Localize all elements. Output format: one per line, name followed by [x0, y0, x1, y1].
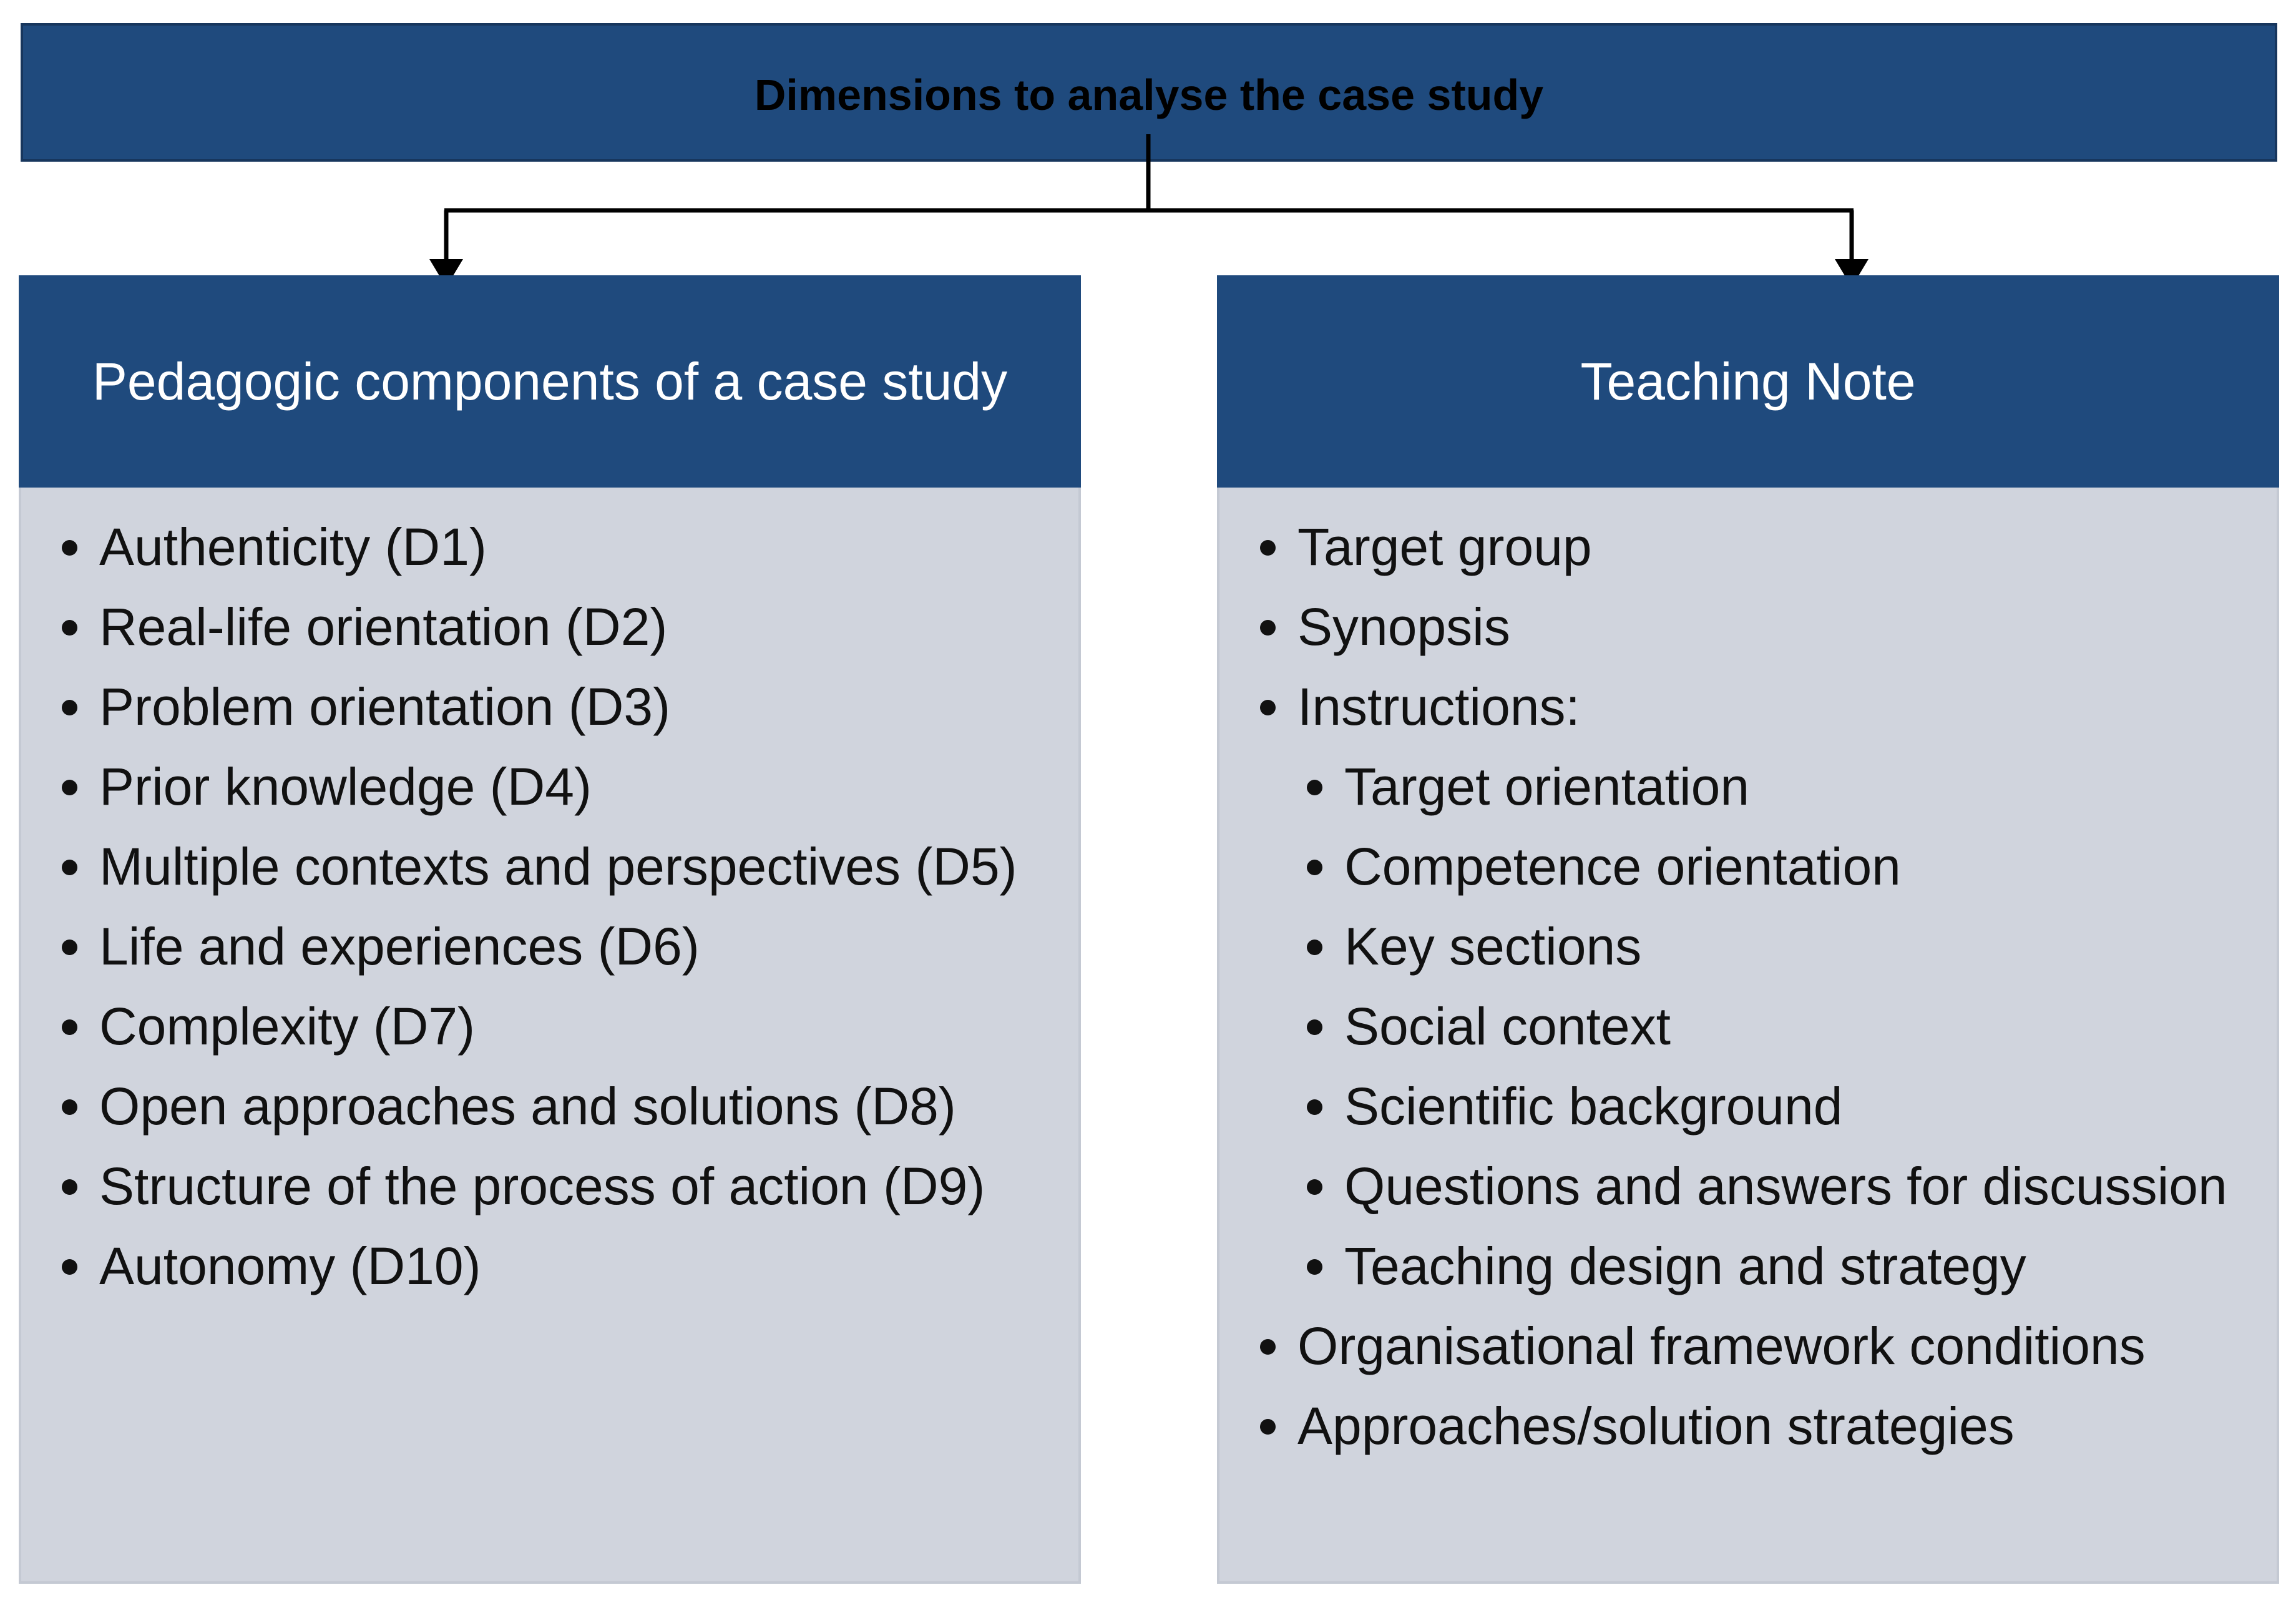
list-item: Approaches/solution strategies: [1219, 1391, 2277, 1460]
sub-list-item: Scientific background: [1219, 1072, 2277, 1141]
teaching-note-title: Teaching Note: [1580, 351, 1916, 411]
list-item: Organisational framework conditions: [1219, 1312, 2277, 1380]
list-item: Open approaches and solutions (D8): [21, 1072, 1078, 1141]
list-item: Synopsis: [1219, 592, 2277, 661]
root-node-title: Dimensions to analyse the case study: [754, 71, 1544, 119]
list-item: Real-life orientation (D2): [21, 592, 1078, 661]
pedagogic-components-title: Pedagogic components of a case study: [92, 351, 1008, 411]
sub-list-item: Target orientation: [1219, 752, 2277, 821]
list-item: Prior knowledge (D4): [21, 752, 1078, 821]
list-item: Complexity (D7): [21, 992, 1078, 1061]
teaching-note-column: [1217, 275, 2279, 1584]
teaching-note-header: [1217, 275, 2279, 488]
sub-list-item: Social context: [1219, 992, 2277, 1061]
pedagogic-components-header: [19, 275, 1081, 488]
list-item: Multiple contexts and perspectives (D5): [21, 832, 1078, 901]
list-item: Autonomy (D10): [21, 1232, 1078, 1300]
sub-list-item: Teaching design and strategy: [1219, 1232, 2277, 1300]
sub-list-item: Competence orientation: [1219, 832, 2277, 901]
pedagogic-components-list: [21, 513, 1078, 1300]
list-item: Target group: [1219, 513, 2277, 581]
root-node: [21, 23, 2277, 162]
list-item: Problem orientation (D3): [21, 672, 1078, 741]
list-item: Authenticity (D1): [21, 513, 1078, 581]
pedagogic-components-list-panel: [19, 488, 1081, 1584]
teaching-note-list: [1219, 513, 2277, 1460]
sub-list-item: Key sections: [1219, 912, 2277, 981]
sub-list-item: Questions and answers for discussion: [1219, 1152, 2277, 1220]
teaching-note-list-panel: [1217, 488, 2279, 1584]
list-item: Structure of the process of action (D9): [21, 1152, 1078, 1220]
pedagogic-components-column: [19, 275, 1081, 1584]
list-item: Life and experiences (D6): [21, 912, 1078, 981]
list-item: Instructions:: [1219, 672, 2277, 741]
